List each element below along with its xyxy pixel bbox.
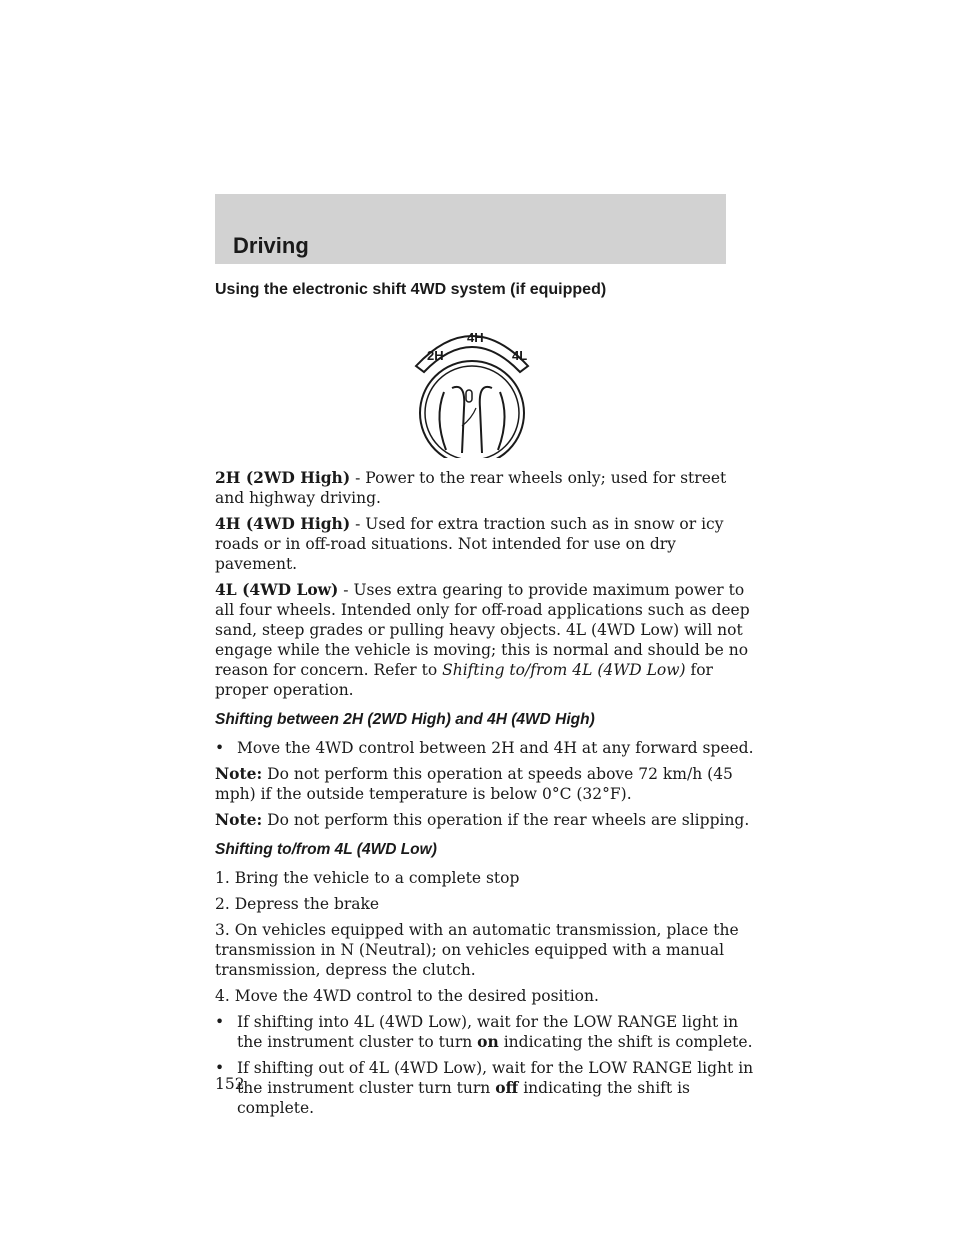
note-2-label: Note:: [215, 810, 263, 829]
note-1: [215, 764, 755, 804]
section2-bullet-2: [215, 1058, 755, 1118]
step-4: 4. Move the 4WD control to the desired position.: [215, 987, 599, 1005]
bullet-2-before: If shifting out of 4L (4WD Low), wait for the LOW RANGE light in the instrument cluster turn turn: [237, 1059, 754, 1097]
bullet-2-after: indicating the shift is complete.: [237, 1079, 690, 1117]
section1-bullet-text: Move the 4WD control between 2H and 4H at any forward speed.: [237, 739, 754, 757]
mode-4h-term: 4H (4WD High): [215, 514, 351, 533]
label-4h: 4H: [467, 330, 484, 345]
bullet-2-bold: off: [495, 1078, 519, 1097]
mode-4h-text: - Used for extra traction such as in snow or icy roads or in off-road situations. Not intended for use on dry pavement.: [215, 515, 724, 573]
bullet-glyph: •: [215, 739, 225, 757]
bullet-1-bold: on: [477, 1032, 499, 1051]
bullet-glyph: •: [215, 1059, 225, 1077]
section2-bullet-1: [215, 1012, 755, 1052]
mode-2h-text: - Power to the rear wheels only; used for street and highway driving.: [215, 469, 727, 507]
note-2-text: Do not perform this operation if the rear wheels are slipping.: [262, 811, 750, 829]
bullet-1-after: indicating the shift is complete.: [498, 1033, 753, 1051]
bullet-1-before: If shifting into 4L (4WD Low), wait for the LOW RANGE light in the instrument cluster to turn: [237, 1013, 739, 1051]
mode-4l-tail: for proper operation.: [215, 661, 713, 699]
4wd-control-figure: [215, 308, 726, 458]
mode-4h: [215, 514, 755, 574]
step-1: 1. Bring the vehicle to a complete stop: [215, 869, 520, 887]
step-3: 3. On vehicles equipped with an automatic transmission, place the transmission in N (Neutral); on vehicles equipped with a manual transmission, depress the clutch.: [215, 921, 739, 979]
mode-4l: [215, 580, 755, 700]
page-content: [215, 280, 755, 1124]
section-title: Driving: [233, 233, 309, 258]
mode-2h: [215, 468, 755, 508]
section1-heading: Shifting between 2H (2WD High) and 4H (4WD High): [215, 711, 595, 728]
mode-4l-term: 4L (4WD Low): [215, 580, 339, 599]
label-4l: 4L: [512, 348, 528, 363]
label-2h: 2H: [427, 348, 444, 363]
note-1-text: Do not perform this operation at speeds above 72 km/h (45 mph) if the outside temperature is below 0°C (32°F).: [215, 765, 733, 803]
mode-4l-text: - Uses extra gearing to provide maximum power to all four wheels. Intended only for off-road applications such as deep sand, steep grades or pulling heavy objects. 4L (4WD Low) will not engage while the vehicle is moving; this is normal and should be no reason for concern. Refer to: [215, 581, 750, 679]
page-number: 152: [215, 1075, 245, 1093]
note-1-label: Note:: [215, 764, 263, 783]
section1-bullet: [215, 738, 755, 758]
note-2: [215, 810, 755, 830]
mode-2h-term: 2H (2WD High): [215, 468, 351, 487]
mode-4l-reference: Shifting to/from 4L (4WD Low): [442, 661, 686, 679]
section2-heading: Shifting to/from 4L (4WD Low): [215, 841, 437, 858]
main-heading: Using the electronic shift 4WD system (if equipped): [215, 281, 607, 298]
bullet-glyph: •: [215, 1013, 225, 1031]
step-2: 2. Depress the brake: [215, 895, 380, 913]
